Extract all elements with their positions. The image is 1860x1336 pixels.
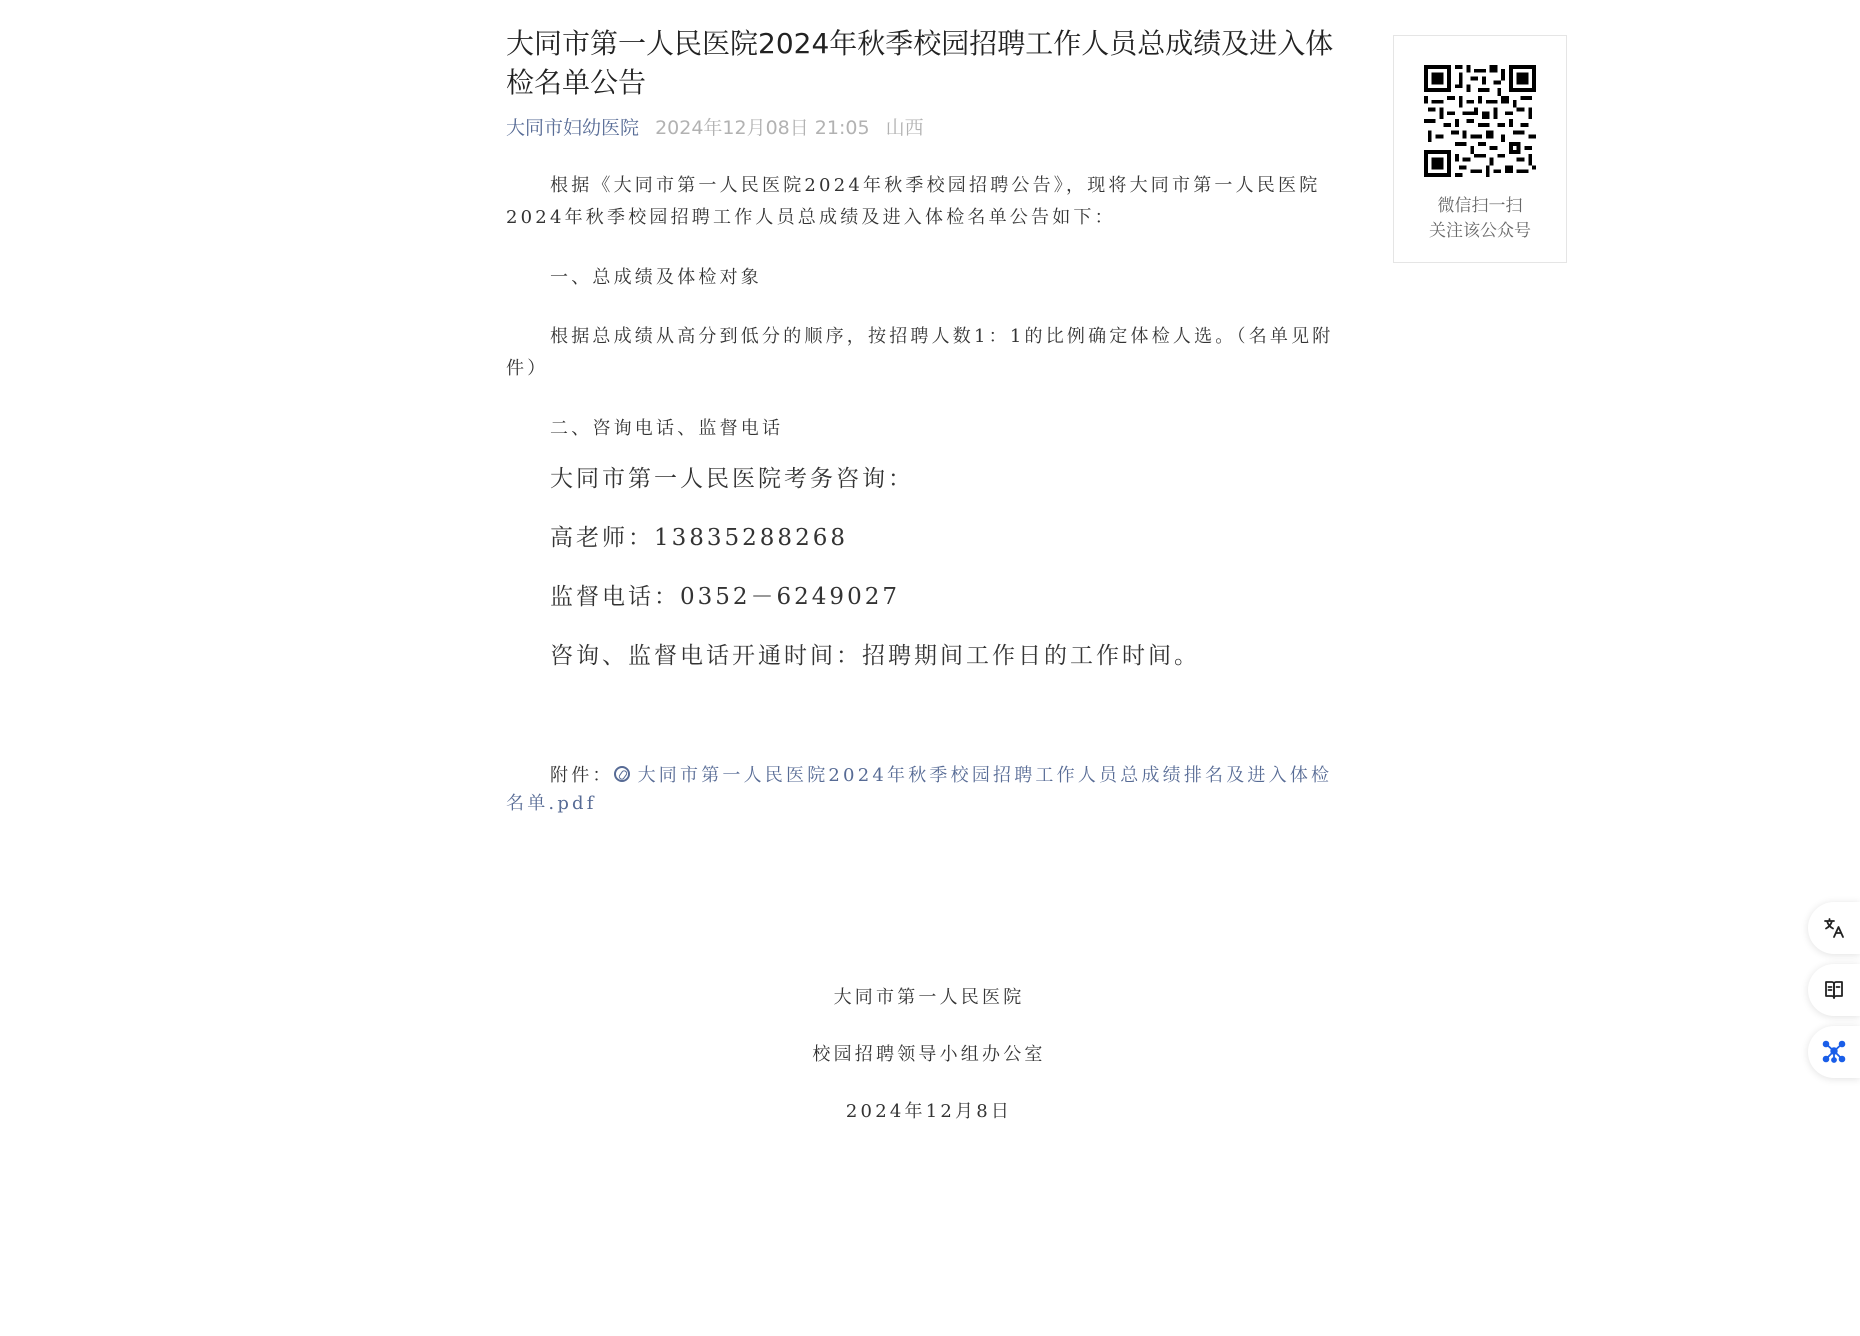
side-toolbar [1804, 902, 1860, 1088]
consult-label: 大同市第一人民医院考务咨询： [550, 466, 914, 492]
qr-caption-line1: 微信扫一扫 [1437, 196, 1523, 216]
signature-date: 2024年12月8日 [845, 1101, 1013, 1122]
reader-icon [1822, 978, 1846, 1002]
publish-location: 山西 [885, 117, 924, 139]
supervise-phone: 监督电话：0352－6249027 [550, 584, 900, 610]
qr-caption [1394, 194, 1566, 244]
article-title: 大同市第一人民医院2024年秋季校园招聘工作人员总成绩及进入体检名单公告 [506, 27, 1334, 99]
attachment-paragraph [506, 762, 1352, 818]
section1-text: 根据总成绩从高分到低分的顺序，按招聘人数1：1的比例确定体检人选。（名单见附件） [506, 326, 1334, 379]
reader-mode-button[interactable] [1808, 964, 1860, 1016]
attachment-link[interactable] [506, 765, 1332, 814]
intro-paragraph: 根据《大同市第一人民医院2024年秋季校园招聘公告》，现将大同市第一人民医院2024年秋季校园招聘工作人员总成绩及进入体检名单公告如下： [506, 175, 1321, 228]
translate-icon [1822, 916, 1846, 940]
section2-heading: 二、咨询电话、监督电话 [550, 418, 784, 439]
hours-text: 咨询、监督电话开通时间：招聘期间工作日的工作时间。 [550, 643, 1200, 669]
qr-code-image [1424, 65, 1536, 177]
section1-heading: 一、总成绩及体检对象 [550, 267, 762, 288]
publish-time: 2024年12月08日 21:05 [655, 117, 870, 139]
attachment-label: 附件： [550, 765, 614, 786]
signature-org: 大同市第一人民医院 [833, 987, 1025, 1008]
article [506, 24, 1352, 818]
signature-office: 校园招聘领导小组办公室 [812, 1044, 1046, 1065]
mindmap-button[interactable] [1808, 1026, 1860, 1078]
qr-caption-line2: 关注该公众号 [1429, 221, 1531, 241]
attachment-icon [614, 766, 630, 782]
article-body [506, 170, 1352, 818]
contact-teacher: 高老师：13835288268 [550, 525, 848, 551]
translate-button[interactable] [1808, 902, 1860, 954]
qr-panel [1393, 35, 1567, 263]
attachment-link-text[interactable]: 大同市第一人民医院2024年秋季校园招聘工作人员总成绩排名及进入体检名单.pdf [506, 765, 1333, 814]
article-meta [506, 116, 1352, 140]
account-name-link[interactable]: 大同市妇幼医院 [506, 117, 640, 139]
mindmap-icon [1821, 1039, 1847, 1065]
